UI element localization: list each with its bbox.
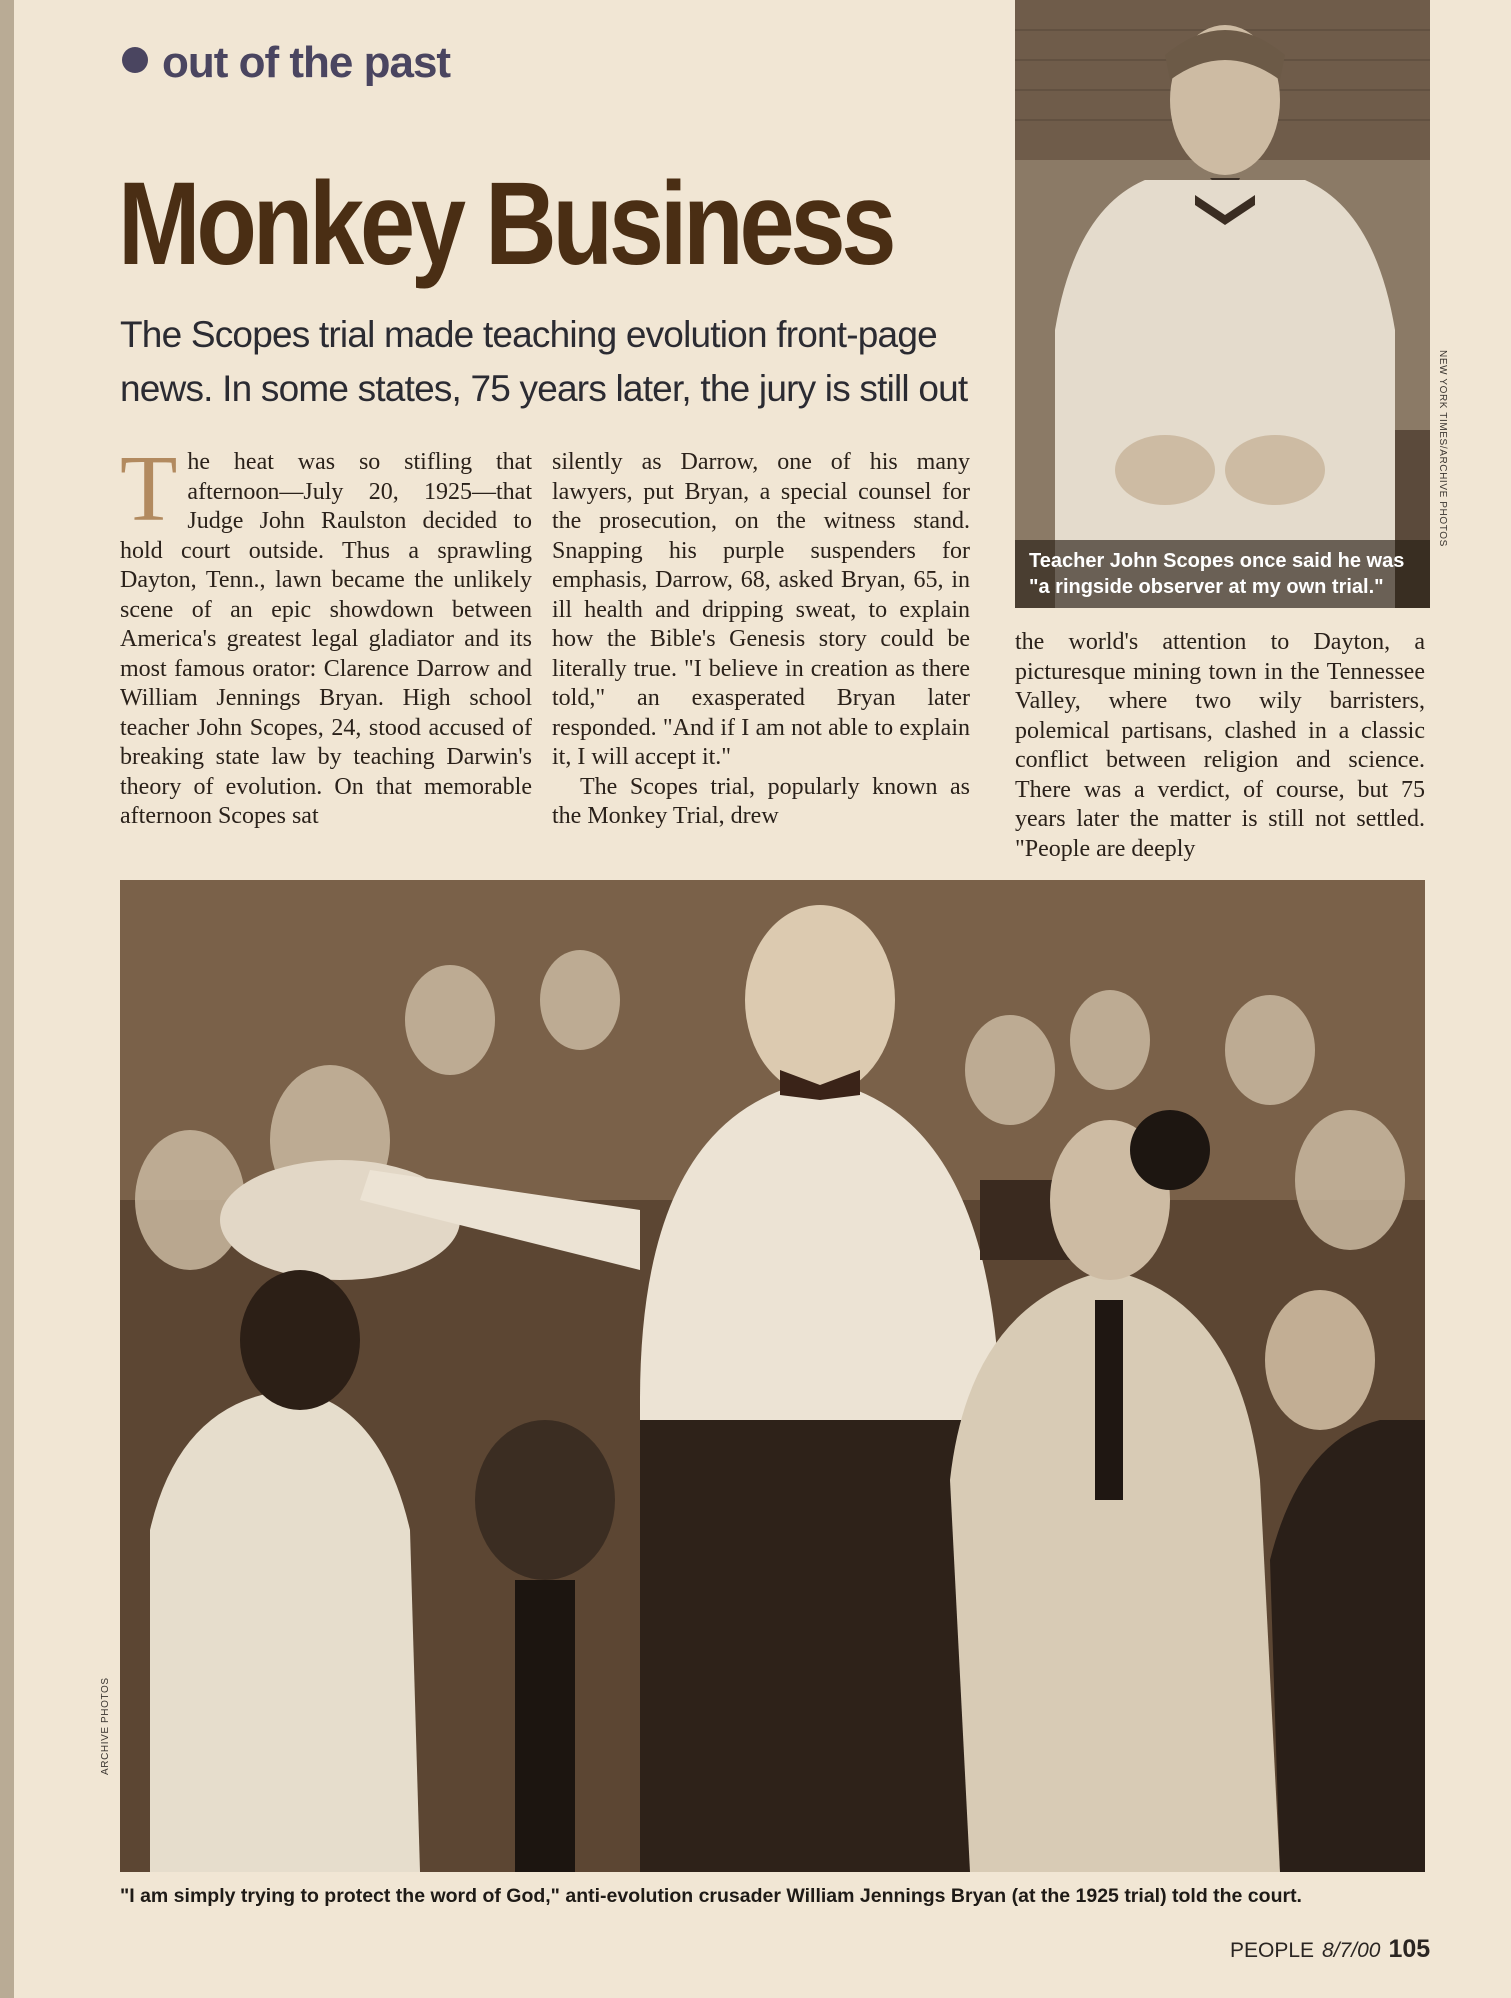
drop-cap: T	[120, 437, 178, 541]
folio	[1230, 1935, 1430, 1964]
bryan-trial-image	[120, 880, 1425, 1872]
section-label-text: out of the past	[162, 38, 451, 87]
issue-date: 8/7/00	[1322, 1939, 1381, 1962]
body-column-2	[552, 448, 970, 832]
page-edge	[0, 0, 14, 1998]
page-number: 105	[1388, 1935, 1431, 1963]
bryan-trial-photo	[120, 880, 1425, 1872]
headline: Monkey Business	[118, 158, 893, 290]
body-column-1	[120, 437, 532, 832]
magazine-name: PEOPLE	[1230, 1939, 1315, 1962]
col1-text: he heat was so stifling that afternoon—July 20, 1925—that Judge John Raulston decided to hold court outside. Thus a sprawling Dayton, Tenn., lawn became the unlikely scene of an epic showdown between America's greatest legal gladiator and its most famous orator: Clarence Darrow and William Jennings Bryan. High school teacher John Scopes, 24, stood accused of breaking state law by teaching Darwin's theory of evolution. On that memorable afternoon Scopes sat	[120, 449, 532, 829]
bryan-photo-caption: "I am simply trying to protect the word of God," anti-evolution crusader William Jennings Bryan (at the 1925 trial) told the court.	[120, 1885, 1302, 1907]
col2-paragraph-2: The Scopes trial, popularly known as the Monkey Trial, drew	[552, 773, 970, 829]
col3-text: the world's attention to Dayton, a picturesque mining town in the Tennessee Valley, where two wily barristers, polemical partisans, clashed in a classic conflict between religion and science. There was a verdict, of course, but 75 years later the matter is still not settled. "People are deeply	[1015, 629, 1425, 862]
scopes-photo-caption: Teacher John Scopes once said he was "a ringside observer at my own trial."	[1015, 540, 1430, 608]
section-label	[122, 38, 450, 88]
bryan-photo-credit: ARCHIVE PHOTOS	[100, 1677, 111, 1775]
body-column-3	[1015, 628, 1425, 864]
scopes-portrait-image	[1015, 0, 1430, 608]
scopes-photo	[1015, 0, 1430, 608]
bullet-icon	[122, 47, 148, 73]
dek: The Scopes trial made teaching evolution front-page news. In some states, 75 years later, the jury is still out	[120, 314, 968, 409]
col2-paragraph-1: silently as Darrow, one of his many lawyers, put Bryan, a special counsel for the prosecution, on the witness stand. Snapping his purple suspenders for emphasis, Darrow, 68, asked Bryan, 65, in ill health and dripping sweat, to explain how the Bible's Genesis story could be literally true. "I believe in creation as there told," an exasperated Bryan later responded. "And if I am not able to explain it, I will accept it."	[552, 449, 970, 770]
scopes-photo-credit: NEW YORK TIMES/ARCHIVE PHOTOS	[1437, 350, 1448, 547]
